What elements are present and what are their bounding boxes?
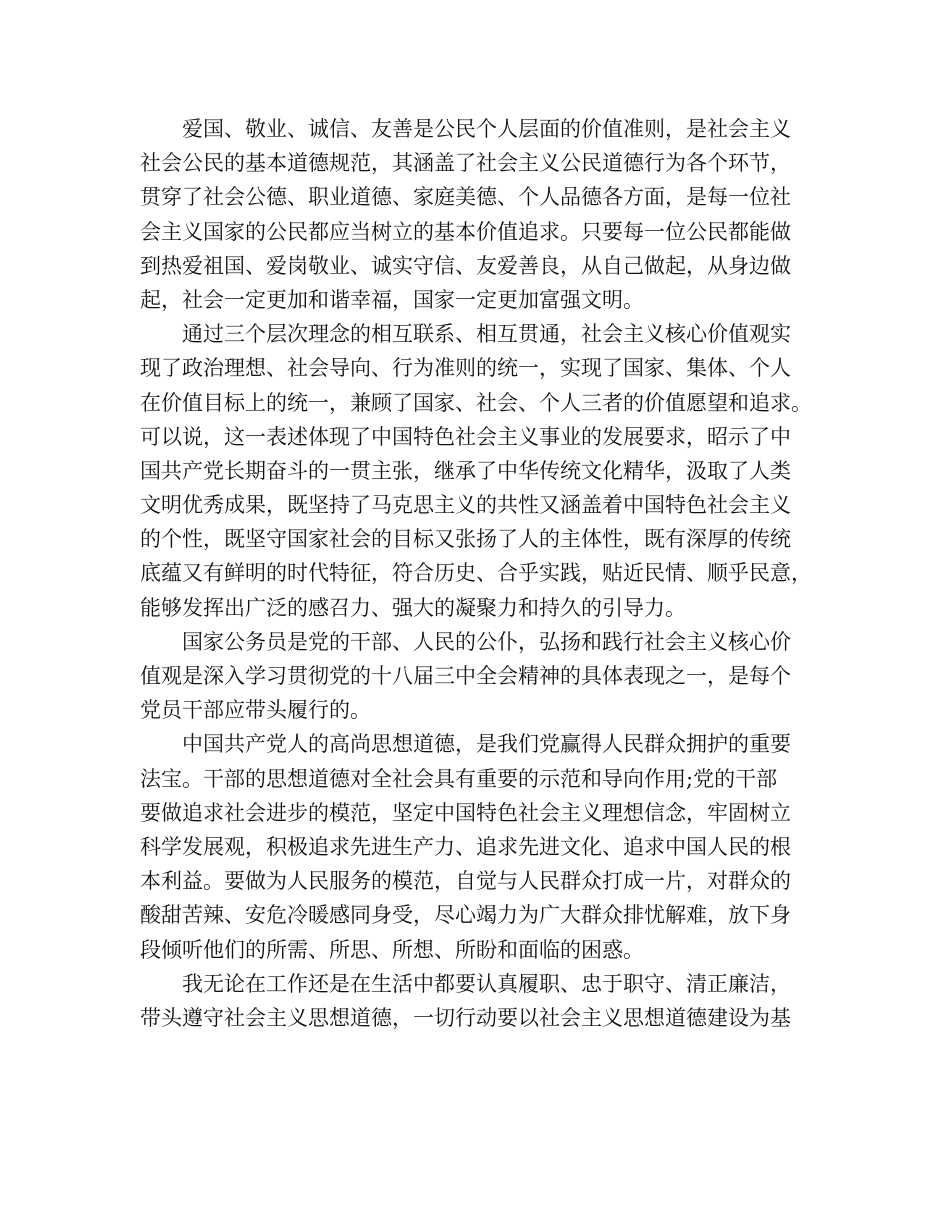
text-line: 到热爱祖国、爱岗敬业、诚实守信、友爱善良，从自己做起，从身边做: [140, 253, 791, 278]
paragraph: [140, 967, 830, 1035]
text-line: 科学发展观，积极追求先进生产力、追求先进文化、追求中国人民的根: [140, 834, 791, 859]
text-line: 社会公民的基本道德规范，其涵盖了社会主义公民道德行为各个环节，: [140, 151, 791, 176]
paragraph: [140, 625, 830, 728]
text-line: 带头遵守社会主义思想道德，一切行动要以社会主义思想道德建设为基: [140, 1005, 791, 1030]
text-line: 法宝。干部的思想道德对全社会具有重要的示范和导向作用;党的干部: [140, 766, 778, 791]
text-line: 底蕴又有鲜明的时代特征，符合历史、合乎实践，贴近民情、顺乎民意，: [140, 561, 812, 586]
text-line: 通过三个层次理念的相互联系、相互贯通，社会主义核心价值观实: [182, 322, 791, 347]
text-line: 我无论在工作还是在生活中都要认真履职、忠于职守、清正廉洁，: [182, 971, 791, 996]
text-line: 贯穿了社会公德、职业道德、家庭美德、个人品德各方面，是每一位社: [140, 185, 791, 210]
text-line: 的个性，既坚守国家社会的目标又张扬了人的主体性，既有深厚的传统: [140, 527, 791, 552]
text-line: 起，社会一定更加和谐幸福，国家一定更加富强文明。: [140, 287, 644, 312]
paragraph: [140, 317, 830, 625]
text-line: 党员干部应带头履行的。: [140, 698, 371, 723]
paragraph: [140, 727, 830, 966]
text-line: 会主义国家的公民都应当树立的基本价值追求。只要每一位公民都能做: [140, 219, 791, 244]
text-line: 国家公务员是党的干部、人民的公仆，弘扬和践行社会主义核心价: [182, 629, 791, 654]
text-line: 可以说，这一表述体现了中国特色社会主义事业的发展要求，昭示了中: [140, 424, 791, 449]
text-line: 在价值目标上的统一，兼顾了国家、社会、个人三者的价值愿望和追求。: [140, 390, 812, 415]
text-line: 文明优秀成果，既坚持了马克思主义的共性又涵盖着中国特色社会主义: [140, 493, 791, 518]
paragraph: [140, 112, 830, 317]
text-line: 酸甜苦辣、安危冷暖感同身受，尽心竭力为广大群众排忧解难，放下身: [140, 903, 791, 928]
text-line: 值观是深入学习贯彻党的十八届三中全会精神的具体表现之一，是每个: [140, 664, 791, 688]
text-line: 国共产党长期奋斗的一贯主张，继承了中华传统文化精华，汲取了人类: [140, 458, 791, 483]
text-line: 现了政治理想、社会导向、行为准则的统一，实现了国家、集体、个人: [140, 356, 791, 381]
text-line: 本利益。要做为人民服务的模范，自觉与人民群众打成一片，对群众的: [140, 869, 791, 894]
text-line: 能够发挥出广泛的感召力、强大的凝聚力和持久的引导力。: [140, 595, 686, 620]
document-page: [140, 112, 830, 1035]
text-line: 段倾听他们的所需、所思、所想、所盼和面临的困惑。: [140, 937, 644, 962]
text-line: 爱国、敬业、诚信、友善是公民个人层面的价值准则，是社会主义: [182, 117, 791, 141]
text-line: 要做追求社会进步的模范，坚定中国特色社会主义理想信念，牢固树立: [140, 800, 791, 825]
text-line: 中国共产党人的高尚思想道德，是我们党赢得人民群众拥护的重要: [182, 732, 791, 757]
